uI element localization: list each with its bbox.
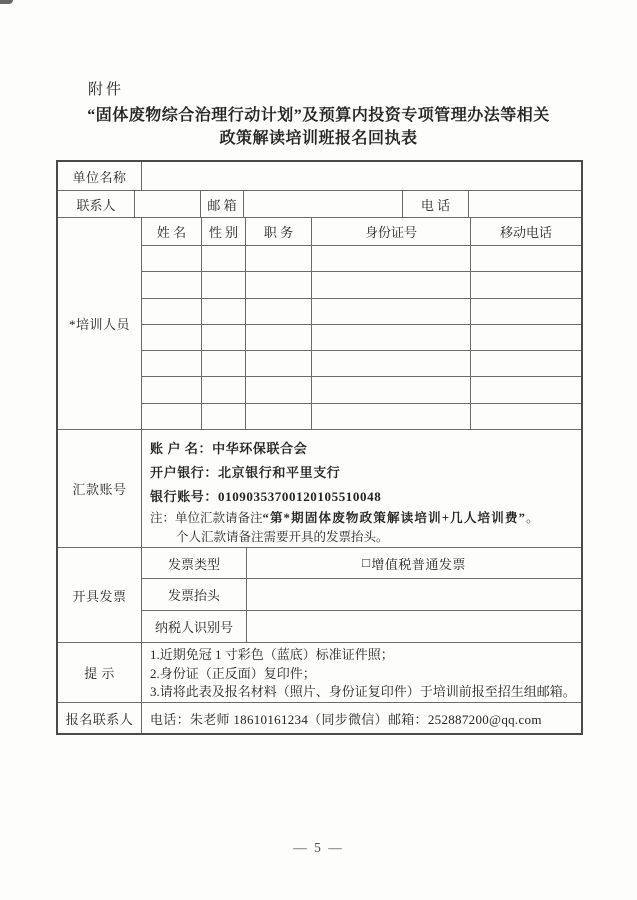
trainee-cell-empty bbox=[142, 404, 201, 429]
unit-name-label: 单位名称 bbox=[72, 169, 127, 185]
trainee-cell-empty bbox=[311, 404, 470, 429]
trainee-cell-empty bbox=[470, 272, 581, 297]
trainees-header-row bbox=[142, 218, 581, 245]
trainee-cell-empty bbox=[470, 246, 581, 271]
form-title bbox=[0, 104, 637, 150]
tip-line-2: 2.身份证（正反面）复印件； bbox=[150, 665, 316, 681]
page-number: — 5 — bbox=[293, 840, 344, 855]
contact-value-cell bbox=[134, 191, 200, 217]
invoice-title-label: 发票抬头 bbox=[167, 588, 220, 604]
trainee-cell-empty bbox=[142, 325, 201, 350]
taxpayer-id-label: 纳税人识别号 bbox=[154, 620, 233, 636]
trainee-col-id-number: 身份证号 bbox=[311, 218, 470, 245]
trainee-cell-empty bbox=[245, 404, 311, 429]
trainee-empty-rows bbox=[142, 245, 581, 429]
trainee-cell-empty bbox=[201, 246, 245, 271]
trainee-cell-empty bbox=[201, 351, 245, 376]
trainee-cell-empty bbox=[245, 246, 311, 271]
trainee-row bbox=[142, 324, 581, 350]
trainee-cell-empty bbox=[311, 377, 470, 402]
trainee-cell-empty bbox=[311, 246, 470, 271]
invoice-type-row bbox=[142, 548, 581, 578]
phone-value-cell bbox=[468, 191, 581, 217]
registration-form-table bbox=[56, 160, 583, 735]
contact-label: 联系人 bbox=[76, 197, 116, 213]
registration-contact-label: 报名联系人 bbox=[65, 711, 134, 727]
trainee-cell-empty bbox=[311, 351, 470, 376]
remittance-account-number: 银行账号：01090353700120105510048 bbox=[150, 489, 382, 505]
trainee-cell-empty bbox=[201, 299, 245, 324]
trainee-col-name: 姓 名 bbox=[156, 225, 187, 240]
contact-row bbox=[58, 190, 581, 217]
trainee-col-position: 职 务 bbox=[245, 218, 311, 245]
remittance-row bbox=[58, 429, 581, 547]
invoice-type-text: 增值税普通发票 bbox=[371, 556, 466, 572]
tip-line-3: 3.请将此表及报名材料（照片、身份证复印件）于培训前报至招生组邮箱。 bbox=[150, 684, 576, 700]
trainee-cell-empty bbox=[142, 246, 201, 271]
trainee-row bbox=[142, 376, 581, 402]
remittance-note-line2: 个人汇款请备注需要开具的发票抬头。 bbox=[176, 530, 389, 545]
trainee-cell-empty bbox=[142, 351, 201, 376]
trainee-cell-empty bbox=[201, 404, 245, 429]
email-value-cell bbox=[243, 191, 402, 217]
trainee-cell-empty bbox=[142, 299, 201, 324]
remittance-note-bold: “第*期固体废物政策解读培训+几人培训费” bbox=[262, 511, 527, 526]
trainees-label: *培训人员 bbox=[68, 317, 130, 333]
trainee-cell-empty bbox=[245, 299, 311, 324]
attachment-label: 附件 bbox=[88, 82, 125, 98]
trainee-cell-empty bbox=[311, 272, 470, 297]
tips-label: 提 示 bbox=[84, 666, 115, 682]
tips-row bbox=[58, 642, 581, 702]
trainee-cell-empty bbox=[201, 377, 245, 402]
trainee-col-gender: 性 别 bbox=[201, 218, 245, 245]
form-title-line1: “固体废物综合治理行动计划”及预算内投资专项管理办法等相关 bbox=[87, 107, 550, 124]
trainee-cell-empty bbox=[201, 325, 245, 350]
trainee-row bbox=[142, 403, 581, 429]
invoice-type-label: 发票类型 bbox=[167, 556, 220, 572]
trainee-cell-empty bbox=[470, 325, 581, 350]
unit-name-value-cell bbox=[141, 162, 581, 190]
invoice-title-row bbox=[142, 578, 581, 610]
phone-label: 电 话 bbox=[402, 191, 468, 217]
checkbox-icon: □ bbox=[362, 555, 371, 571]
trainee-cell-empty bbox=[311, 299, 470, 324]
invoice-label: 开具发票 bbox=[72, 588, 127, 604]
remittance-account-name: 账 户 名：中华环保联合会 bbox=[150, 441, 308, 457]
trainee-row bbox=[142, 245, 581, 271]
trainee-row bbox=[142, 271, 581, 297]
trainee-cell-empty bbox=[311, 325, 470, 350]
trainee-cell-empty bbox=[245, 351, 311, 376]
trainee-cell-empty bbox=[245, 272, 311, 297]
trainee-cell-empty bbox=[245, 325, 311, 350]
form-title-line2: 政策解读培训班报名回执表 bbox=[219, 130, 418, 147]
trainee-col-mobile: 移动电话 bbox=[470, 218, 581, 245]
invoice-block bbox=[58, 547, 581, 642]
invoice-subtable bbox=[141, 548, 581, 642]
trainee-cell-empty bbox=[470, 299, 581, 324]
invoice-title-value-cell bbox=[246, 579, 581, 610]
trainees-subtable bbox=[141, 218, 581, 429]
trainee-cell-empty bbox=[470, 404, 581, 429]
tip-line-1: 1.近期免冠 1 寸彩色（蓝底）标准证件照； bbox=[150, 647, 394, 663]
scan-artifact bbox=[0, 0, 13, 4]
remittance-details bbox=[141, 430, 581, 547]
trainee-cell-empty bbox=[245, 377, 311, 402]
trainee-cell-empty bbox=[201, 272, 245, 297]
trainees-block bbox=[58, 217, 581, 429]
registration-contact-value: 电话：朱老师 18610161234（同步微信）邮箱：252887200@qq.com bbox=[141, 703, 581, 733]
trainee-cell-empty bbox=[470, 377, 581, 402]
tips-content bbox=[141, 643, 581, 702]
trainee-cell-empty bbox=[470, 351, 581, 376]
trainee-cell-empty bbox=[142, 377, 201, 402]
taxpayer-id-row bbox=[142, 610, 581, 642]
remittance-label: 汇款账号 bbox=[72, 482, 127, 498]
unit-name-row bbox=[58, 162, 581, 190]
trainee-row bbox=[142, 350, 581, 376]
taxpayer-id-value-cell bbox=[246, 611, 581, 642]
trainee-cell-empty bbox=[142, 272, 201, 297]
invoice-type-value bbox=[246, 548, 581, 578]
registration-contact-row bbox=[58, 702, 581, 733]
email-label: 邮 箱 bbox=[200, 191, 243, 217]
trainee-row bbox=[142, 298, 581, 324]
remittance-note-line1: 注：单位汇款请备注“第*期固体废物政策解读培训+几人培训费”。 bbox=[150, 511, 539, 526]
remittance-bank: 开户银行：北京银行和平里支行 bbox=[150, 465, 341, 481]
